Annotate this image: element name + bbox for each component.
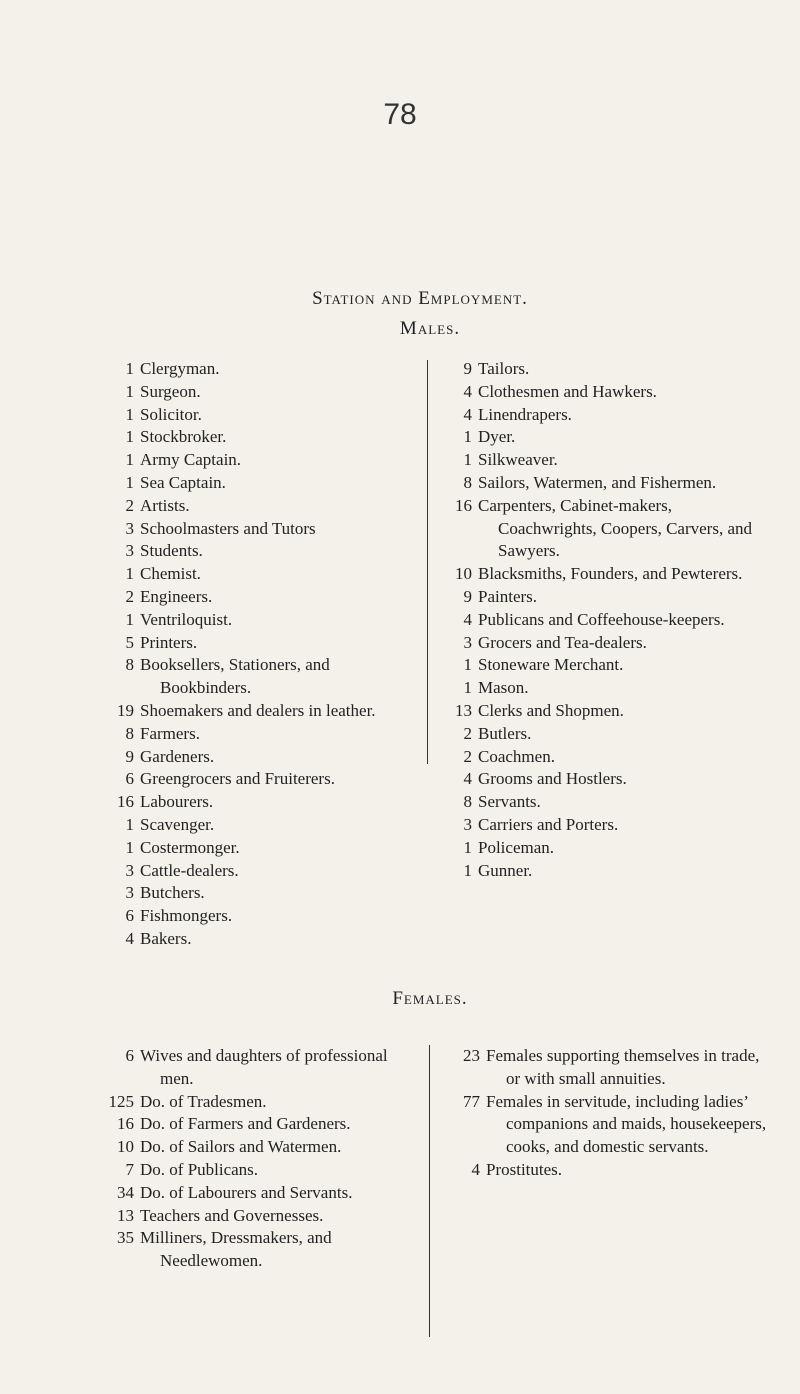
- item-count: 125: [108, 1091, 134, 1111]
- item-label: Clergyman.: [140, 359, 220, 378]
- list-item: [84, 632, 410, 655]
- list-item: [434, 1159, 769, 1182]
- item-label: Do. of Sailors and Watermen.: [140, 1137, 342, 1157]
- item-count: 3: [463, 814, 472, 834]
- item-label: Army Captain.: [140, 450, 242, 470]
- list-item: [432, 746, 757, 769]
- item-label: Mason.: [478, 678, 529, 698]
- females-heading: Females.: [392, 988, 468, 1009]
- item-count: 34: [117, 1182, 134, 1202]
- item-label: Grocers and Tea-dealers.: [478, 632, 647, 652]
- item-count: 3: [125, 518, 134, 538]
- item-label: Sailors, Watermen, and Fishermen.: [478, 472, 717, 492]
- item-label: Linendrapers.: [478, 404, 572, 424]
- item-count: 1: [125, 472, 134, 492]
- list-item: [84, 609, 410, 632]
- item-label: Do. of Farmers and Gardeners.: [140, 1114, 351, 1134]
- list-item: [432, 791, 757, 814]
- list-item: [432, 723, 757, 746]
- item-label: Labourers.: [140, 792, 214, 812]
- item-count: 4: [463, 609, 472, 629]
- list-item: [432, 563, 757, 586]
- list-item: [434, 1091, 769, 1159]
- item-label: Stockbroker.: [140, 427, 227, 447]
- males-left-list: [84, 358, 410, 951]
- item-label: Clothesmen and Hawkers.: [478, 381, 657, 401]
- item-count: 2: [463, 746, 472, 766]
- list-item: [84, 814, 410, 837]
- item-count: 8: [463, 472, 472, 492]
- item-count: 1: [125, 404, 134, 424]
- list-item: [432, 632, 757, 655]
- item-label: Cattle-dealers.: [140, 860, 239, 880]
- males-heading: Males.: [399, 318, 461, 339]
- item-label: Dyer.: [478, 427, 516, 447]
- item-count: 8: [125, 723, 134, 743]
- list-item: [84, 563, 410, 586]
- list-item: [432, 860, 757, 883]
- item-label: Clerks and Shopmen.: [478, 700, 624, 720]
- item-label: Butchers.: [140, 883, 205, 903]
- item-label: Carriers and Porters.: [478, 814, 619, 834]
- item-count: 1: [463, 450, 472, 470]
- list-item: [84, 381, 410, 404]
- list-item: [432, 586, 757, 609]
- item-label: Coachmen.: [478, 746, 555, 766]
- item-label: Engineers.: [140, 586, 213, 606]
- item-count: 2: [125, 586, 134, 606]
- item-count: 4: [471, 1159, 480, 1179]
- item-count: 1: [125, 381, 134, 401]
- item-label: Solicitor.: [140, 404, 202, 424]
- item-count: 8: [463, 792, 472, 812]
- item-count: 10: [117, 1137, 134, 1157]
- item-count: 1: [125, 427, 134, 447]
- item-label: Gunner.: [478, 860, 533, 880]
- females-left-list: [84, 1045, 414, 1273]
- item-label: Servants.: [478, 792, 541, 812]
- list-item: [84, 905, 410, 928]
- page-title: Station and Employment.: [312, 288, 528, 309]
- list-item: [84, 426, 410, 449]
- item-count: 16: [117, 792, 134, 812]
- list-item: [432, 495, 757, 563]
- item-count: 3: [463, 632, 472, 652]
- item-count: 3: [125, 860, 134, 880]
- item-count: 4: [463, 769, 472, 789]
- item-label: Tailors.: [478, 359, 530, 378]
- list-item: [84, 837, 410, 860]
- list-item: [84, 768, 410, 791]
- item-label: Ventriloquist.: [140, 609, 233, 629]
- item-label: Bakers.: [140, 928, 192, 948]
- item-count: 4: [463, 404, 472, 424]
- list-item: [432, 358, 757, 381]
- item-count: 1: [463, 837, 472, 857]
- item-label: Artists.: [140, 495, 190, 515]
- item-label: Do. of Publicans.: [140, 1159, 259, 1179]
- item-count: 6: [125, 769, 134, 789]
- list-item: [84, 700, 410, 723]
- list-item: [84, 1182, 414, 1205]
- item-count: 3: [125, 883, 134, 903]
- list-item: [84, 928, 410, 951]
- item-count: 1: [463, 655, 472, 675]
- item-count: 1: [463, 427, 472, 447]
- item-label: Do. of Tradesmen.: [140, 1091, 267, 1111]
- item-label: Do. of Labourers and Servants.: [140, 1182, 353, 1202]
- list-item: [84, 1205, 414, 1228]
- item-count: 13: [455, 700, 472, 720]
- list-item: [432, 654, 757, 677]
- item-label: Wives and daughters of professional men.: [140, 1046, 388, 1088]
- item-label: Shoemakers and dealers in leather.: [140, 700, 376, 720]
- item-count: 9: [463, 586, 472, 606]
- item-label: Policeman.: [478, 837, 555, 857]
- item-count: 1: [125, 450, 134, 470]
- list-item: [84, 1045, 414, 1091]
- list-item: [84, 358, 410, 381]
- list-item: [84, 518, 410, 541]
- item-count: 16: [455, 495, 472, 515]
- item-count: 4: [463, 381, 472, 401]
- item-label: Butlers.: [478, 723, 532, 743]
- list-item: [84, 860, 410, 883]
- item-label: Booksellers, Stationers, and Bookbinders.: [140, 655, 330, 698]
- item-label: Students.: [140, 541, 203, 561]
- list-item: [84, 1091, 414, 1114]
- list-item: [432, 426, 757, 449]
- list-item: [84, 1227, 414, 1273]
- item-label: Milliners, Dressmakers, and Needlewomen.: [140, 1228, 332, 1271]
- item-label: Gardeners.: [140, 746, 215, 766]
- item-count: 23: [463, 1046, 480, 1065]
- item-label: Publicans and Coffeehouse-keepers.: [478, 609, 725, 629]
- item-count: 77: [463, 1091, 480, 1111]
- males-column-divider: [427, 360, 428, 764]
- item-label: Greengrocers and Fruiterers.: [140, 769, 335, 789]
- item-count: 1: [125, 609, 134, 629]
- item-label: Sea Captain.: [140, 472, 226, 492]
- item-label: Farmers.: [140, 723, 200, 743]
- list-item: [84, 449, 410, 472]
- item-label: Costermonger.: [140, 837, 240, 857]
- list-item: [432, 768, 757, 791]
- item-label: Carpenters, Cabinet-makers, Coachwrights, Coopers, Carvers, and Sawyers.: [478, 495, 753, 561]
- item-count: 8: [125, 655, 134, 675]
- item-count: 1: [463, 860, 472, 880]
- item-label: Painters.: [478, 586, 538, 606]
- list-item: [84, 746, 410, 769]
- list-item: [434, 1045, 769, 1091]
- females-right-list: [434, 1045, 769, 1182]
- list-item: [84, 791, 410, 814]
- item-label: Prostitutes.: [486, 1159, 563, 1179]
- list-item: [432, 677, 757, 700]
- item-label: Stoneware Merchant.: [478, 655, 624, 675]
- item-count: 6: [125, 1046, 134, 1065]
- item-label: Surgeon.: [140, 381, 201, 401]
- list-item: [432, 472, 757, 495]
- list-item: [432, 700, 757, 723]
- item-count: 2: [463, 723, 472, 743]
- item-count: 3: [125, 541, 134, 561]
- item-count: 5: [125, 632, 134, 652]
- list-item: [84, 495, 410, 518]
- item-label: Blacksmiths, Founders, and Pewterers.: [478, 564, 743, 584]
- item-count: 9: [463, 359, 472, 378]
- item-count: 35: [117, 1228, 134, 1248]
- list-item: [84, 723, 410, 746]
- list-item: [84, 1159, 414, 1182]
- list-item: [84, 1113, 414, 1136]
- list-item: [84, 472, 410, 495]
- females-column-divider: [429, 1045, 430, 1337]
- item-label: Printers.: [140, 632, 198, 652]
- list-item: [84, 654, 410, 700]
- item-count: 1: [125, 564, 134, 584]
- list-item: [84, 404, 410, 427]
- item-count: 16: [117, 1114, 134, 1134]
- item-label: Females supporting themselves in trade, or with small annuities.: [486, 1046, 760, 1088]
- list-item: [432, 837, 757, 860]
- list-item: [432, 609, 757, 632]
- item-label: Chemist.: [140, 564, 201, 584]
- item-label: Fishmongers.: [140, 906, 233, 926]
- item-count: 19: [117, 700, 134, 720]
- list-item: [432, 404, 757, 427]
- item-count: 1: [125, 359, 134, 378]
- males-right-list: [432, 358, 757, 882]
- list-item: [432, 814, 757, 837]
- item-count: 2: [125, 495, 134, 515]
- list-item: [432, 449, 757, 472]
- item-label: Grooms and Hostlers.: [478, 769, 627, 789]
- item-count: 1: [125, 814, 134, 834]
- item-label: Scavenger.: [140, 814, 215, 834]
- item-count: 9: [125, 746, 134, 766]
- page-number: 78: [383, 98, 417, 131]
- item-count: 4: [125, 928, 134, 948]
- list-item: [84, 1136, 414, 1159]
- item-label: Females in servitude, including ladies’ companions and maids, housekeepers, cooks, and domestic servants.: [486, 1091, 767, 1157]
- list-item: [84, 586, 410, 609]
- item-count: 13: [117, 1205, 134, 1225]
- list-item: [84, 882, 410, 905]
- list-item: [432, 381, 757, 404]
- item-count: 6: [125, 906, 134, 926]
- item-label: Schoolmasters and Tutors: [140, 518, 316, 538]
- item-label: Silkweaver.: [478, 450, 558, 470]
- list-item: [84, 540, 410, 563]
- item-label: Teachers and Governesses.: [140, 1205, 324, 1225]
- item-count: 1: [125, 837, 134, 857]
- item-count: 1: [463, 678, 472, 698]
- item-count: 7: [125, 1159, 134, 1179]
- item-count: 10: [455, 564, 472, 584]
